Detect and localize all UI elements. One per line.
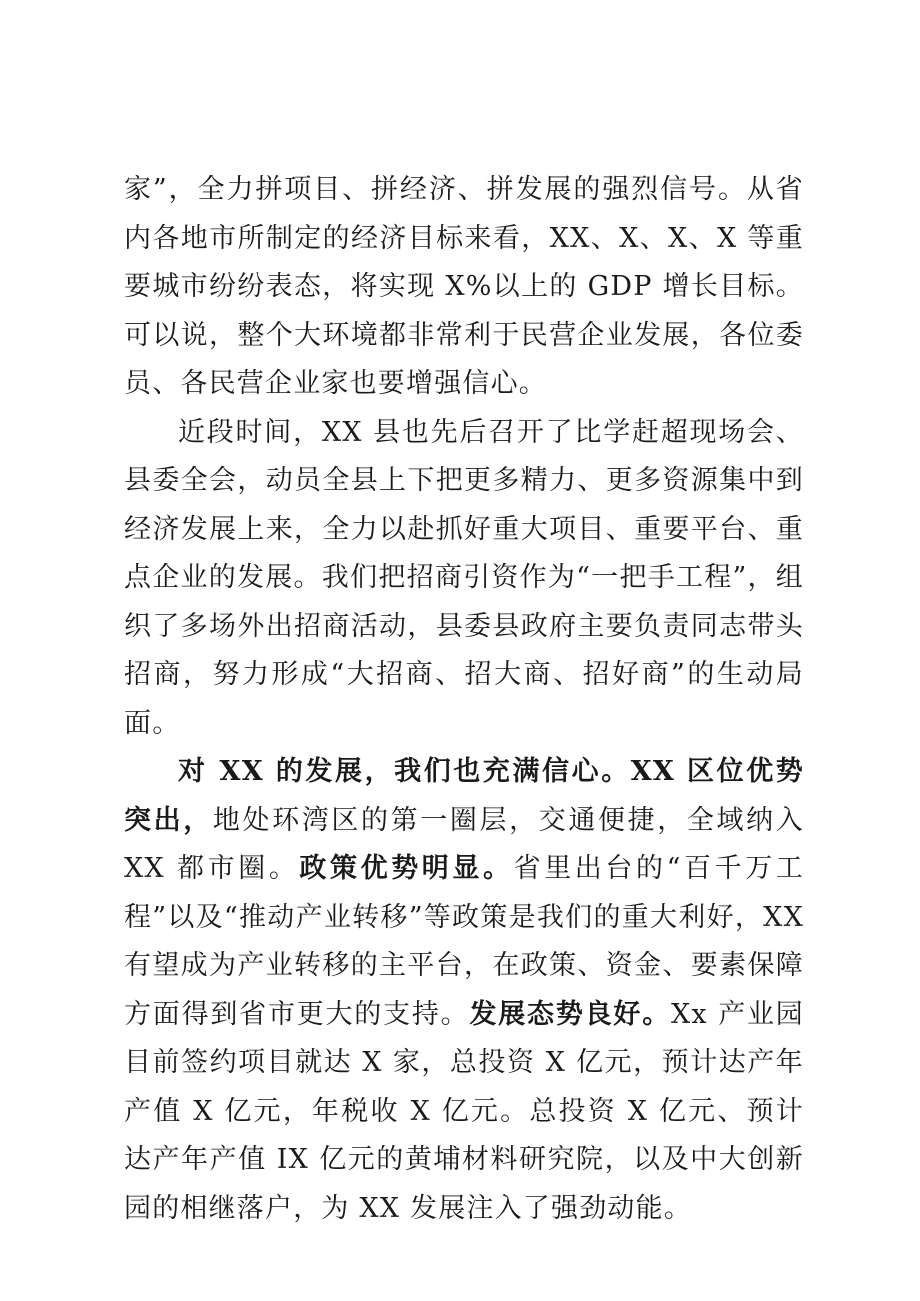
paragraph-3 [124,748,804,1233]
document-body [124,166,804,1233]
paragraph-text: 省里出台的“百千万工程”以及“推动产业转移”等政策是我们的重大利好，XX 有望成为产业转移的主平台，在政策、资金、要素保障方面得到省市更大的支持。 [124,853,804,1030]
paragraph-text: Xx 产业园目前签约项目就达 X 家，总投资 X 亿元，预计达产年产值 X 亿元，年税收 X 亿元。总投资 X 亿元、预计达产年产值 IX 亿元的黄埔材料研究院，以及中大创新园的相继落户，为 XX 发展注入了强劲动能。 [124,998,804,1224]
bold-heading-confidence: 对 XX 的发展，我们也充满信心。XX 区位优势突出， [124,756,804,836]
bold-heading-development: 发展态势良好。 [469,998,671,1030]
paragraph-text: 家”，全力拼项目、拼经济、拼发展的强烈信号。从省内各地市所制定的经济目标来看，XX、X、X、X 等重要城市纷纷表态，将实现 X%以上的 GDP 增长目标。可以说，整个大环境都非常利于民营企业发展，各位委员、各民营企业家也要增强信心。 [124,174,804,399]
paragraph-1 [124,166,804,409]
paragraph-text: 地处环湾区的第一圈层，交通便捷，全域纳入 XX 都市圈。 [124,804,804,884]
paragraph-2 [124,409,804,749]
bold-heading-policy: 政策优势明显。 [299,853,514,884]
paragraph-text: 近段时间，XX 县也先后召开了比学赶超现场会、县委全会，动员全县上下把更多精力、更多资源集中到经济发展上来，全力以赴抓好重大项目、重要平台、重点企业的发展。我们把招商引资作为“一把手工程”，组织了多场外出招商活动，县委县政府主要负责同志带头招商，努力形成“大招商、招大商、招好商”的生动局面。 [124,416,804,739]
